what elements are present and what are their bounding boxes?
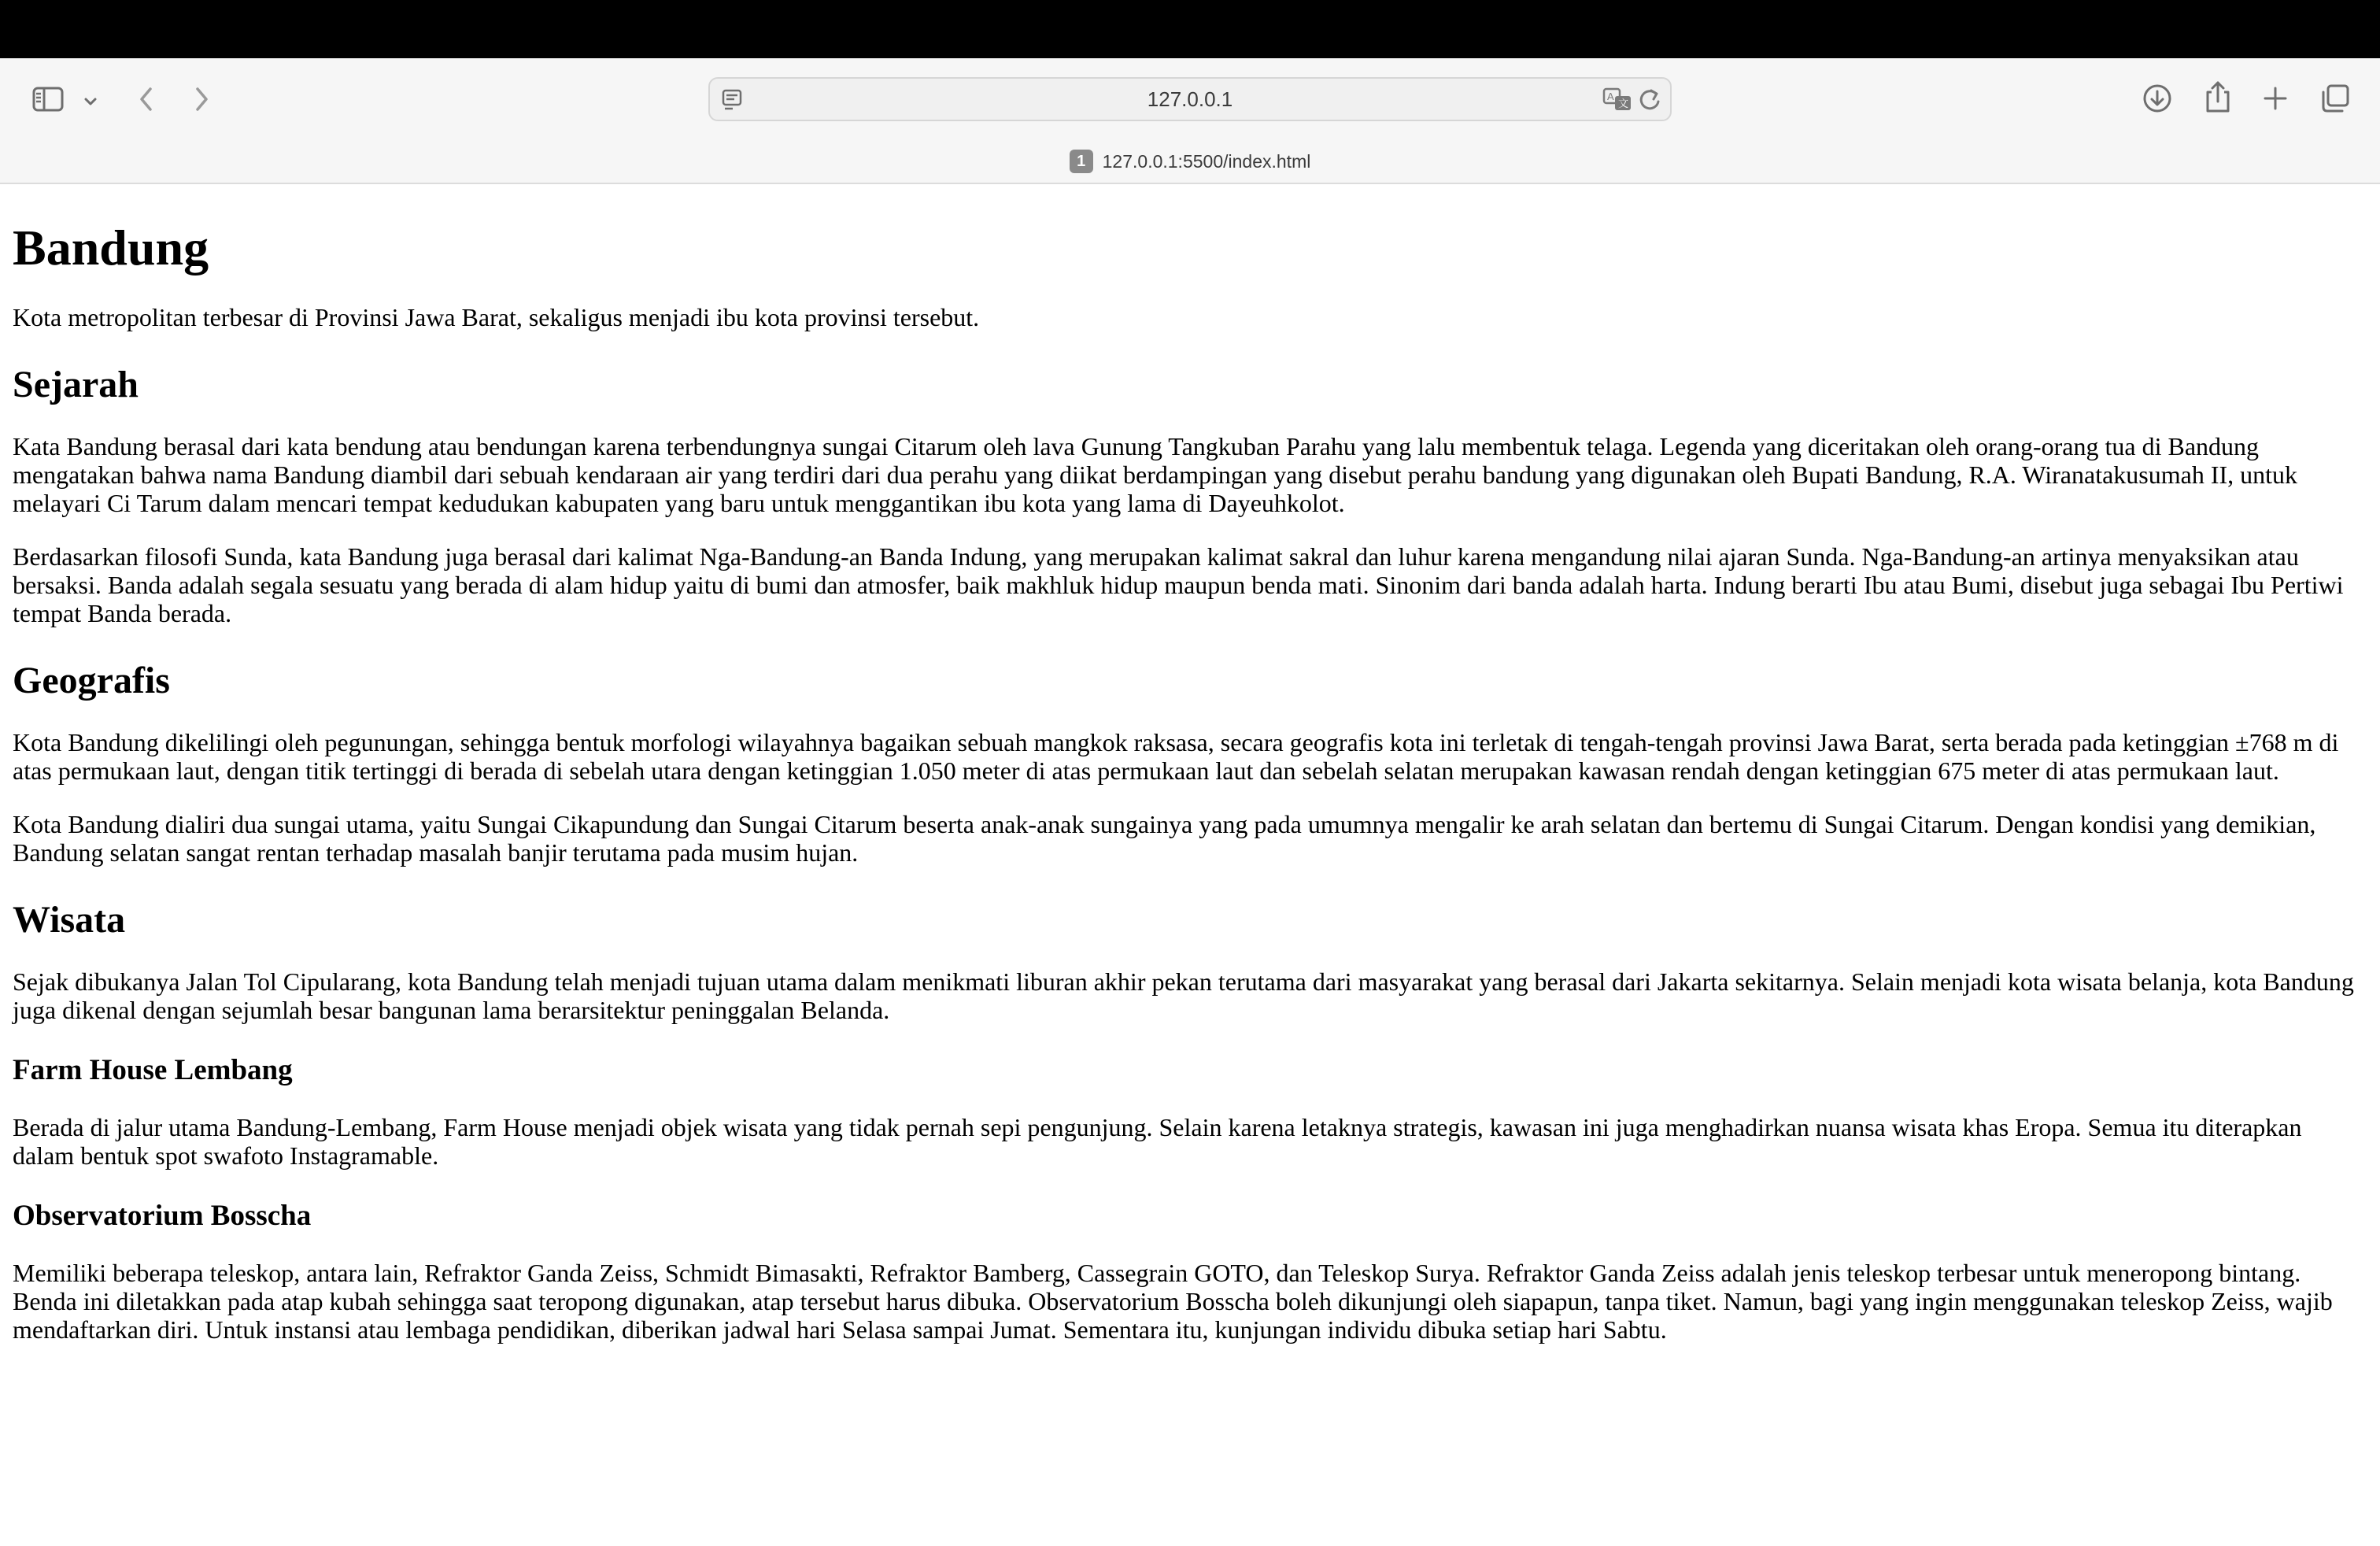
section-heading-geografis: Geografis (13, 660, 170, 701)
tab-title: 127.0.0.1:5500/index.html (1102, 150, 1311, 172)
address-bar[interactable] (708, 77, 1672, 121)
forward-button[interactable] (186, 82, 217, 117)
page-title: Bandung (13, 220, 209, 276)
back-button[interactable] (131, 82, 162, 117)
svg-text:文: 文 (1618, 98, 1629, 109)
browser-toolbar (0, 58, 2380, 184)
bosscha-paragraph: Memiliki beberapa teleskop, antara lain, Refraktor Ganda Zeiss, Schmidt Bimasakti, Refraktor Bamberg, Cassegrain GOTO, dan Teleskop Surya. Refraktor Ganda Zeiss adalah jenis teleskop terbesar untuk meneropong bintang. Benda ini diletakkan pada atap kubah sehingga saat teropong digunakan, atap tersebut harus dibuka. Observatorium Bosscha boleh dikunjungi oleh siapapun, tanpa tiket. Namun, bagi yang ingin menggunakan teleskop Zeiss, wajib mendaftarkan diri. Untuk instansi atau lembaga pendidikan, diberikan jadwal hari Selasa sampai Jumat. Sementara itu, kunjungan individu dibuka setiap hari Sabtu. (13, 1259, 2333, 1344)
farm-house-paragraph: Berada di jalur utama Bandung-Lembang, Farm House menjadi objek wisata yang tidak pernah sepi pengunjung. Selain karena letaknya strategis, kawasan ini juga menghadirkan nuansa wisata khas Eropa. Semua itu diterapkan dalam bentuk spot swafoto Instagramable. (13, 1113, 2302, 1170)
new-tab-button[interactable] (2259, 82, 2292, 115)
section-heading-wisata: Wisata (13, 899, 126, 941)
chevron-left-icon (137, 86, 156, 113)
sejarah-paragraph-1: Kata Bandung berasal dari kata bendung atau bendungan karena terbendungnya sungai Citarum oleh lava Gunung Tangkuban Parahu yang lalu membentuk telaga. Legenda yang diceritakan oleh orang-orang tua di Bandung mengatakan bahwa nama Bandung diambil dari sebuah kendaraan air yang terdiri dari dua perahu yang diikat berdampingan yang disebut perahu bandung yang digunakan oleh Bupati Bandung, R.A. Wiranatakusumah II, untuk melayari Ci Tarum dalam mencari tempat kedudukan kabupaten yang baru untuk menggantikan ibu kota yang lama di Dayeuhkolot. (13, 432, 2298, 517)
tab-active[interactable] (1070, 150, 1311, 173)
share-icon (2204, 80, 2232, 114)
geografis-paragraph-2: Kota Bandung dialiri dua sungai utama, yaitu Sungai Cikapundung dan Sungai Citarum beserta anak-anak sungainya yang pada umumnya mengalir ke arah selatan dan bertemu di Sungai Citarum. Dengan kondisi yang demikian, Bandung selatan sangat rentan terhadap masalah banjir terutama pada musim hujan. (13, 810, 2316, 867)
translate-icon[interactable] (1602, 87, 1634, 117)
svg-text:A: A (1607, 91, 1614, 102)
sejarah-paragraph-2: Berdasarkan filosofi Sunda, kata Bandung juga berasal dari kalimat Nga-Bandung-an Banda Indung, yang merupakan kalimat sakral dan luhur karena mengandung nilai ajaran Sunda. Nga-Bandung-an artinya menyaksikan atau bersaksi. Banda adalah segala sesuatu yang berada di alam hidup yaitu di bumi dan atmosfer, baik makhluk hidup maupun benda mati. Sinonim dari banda adalah harta. Indung berarti Ibu atau Bumi, disebut juga sebagai Ibu Pertiwi tempat Banda berada. (13, 542, 2344, 627)
tab-overview-button[interactable] (2317, 80, 2353, 117)
tab-favicon: 1 (1070, 150, 1093, 173)
sidebar-icon (32, 87, 64, 112)
geografis-paragraph-1: Kota Bandung dikelilingi oleh pegunungan, sehingga bentuk morfologi wilayahnya bagaikan sebuah mangkok raksasa, secara geografis kota ini terletak di tengah-tengah provinsi Jawa Barat, serta berada pada ketinggian ±768 m di atas permukaan laut, dengan titik tertinggi di berada di sebelah utara dengan ketinggian 1.050 meter di atas permukaan laut dan sebelah selatan merupakan kawasan rendah dengan ketinggian 675 meter di atas permukaan laut. (13, 728, 2339, 785)
wisata-paragraph: Sejak dibukanya Jalan Tol Cipularang, kota Bandung telah menjadi tujuan utama dalam menikmati liburan akhir pekan terutama dari masyarakat yang berasal dari Jakarta sekitarnya. Selain menjadi kota wisata belanja, kota Bandung juga dikenal dengan sejumlah besar bangunan lama berarsitektur peninggalan Belanda. (13, 967, 2354, 1024)
address-text[interactable]: 127.0.0.1 (1147, 87, 1233, 111)
chevron-right-icon (192, 86, 211, 113)
tab-strip (0, 140, 2380, 183)
page-content (13, 184, 2367, 1344)
downloads-button[interactable] (2139, 80, 2175, 117)
reload-icon[interactable] (1637, 87, 1662, 117)
intro-paragraph: Kota metropolitan terbesar di Provinsi Jawa Barat, sekaligus menjadi ibu kota provinsi tersebut. (13, 303, 980, 331)
plus-icon (2262, 85, 2289, 112)
sidebar-menu-button[interactable] (79, 90, 102, 113)
download-icon (2142, 83, 2173, 114)
subheading-farm-house: Farm House Lembang (13, 1054, 293, 1086)
chevron-down-icon (83, 96, 98, 107)
tab-overview-icon (2319, 83, 2351, 114)
sidebar-toggle-button[interactable] (30, 82, 66, 117)
share-button[interactable] (2201, 77, 2235, 117)
subheading-bosscha: Observatorium Bosscha (13, 1200, 312, 1232)
system-menu-bar (0, 0, 2380, 58)
section-heading-sejarah: Sejarah (13, 364, 139, 405)
